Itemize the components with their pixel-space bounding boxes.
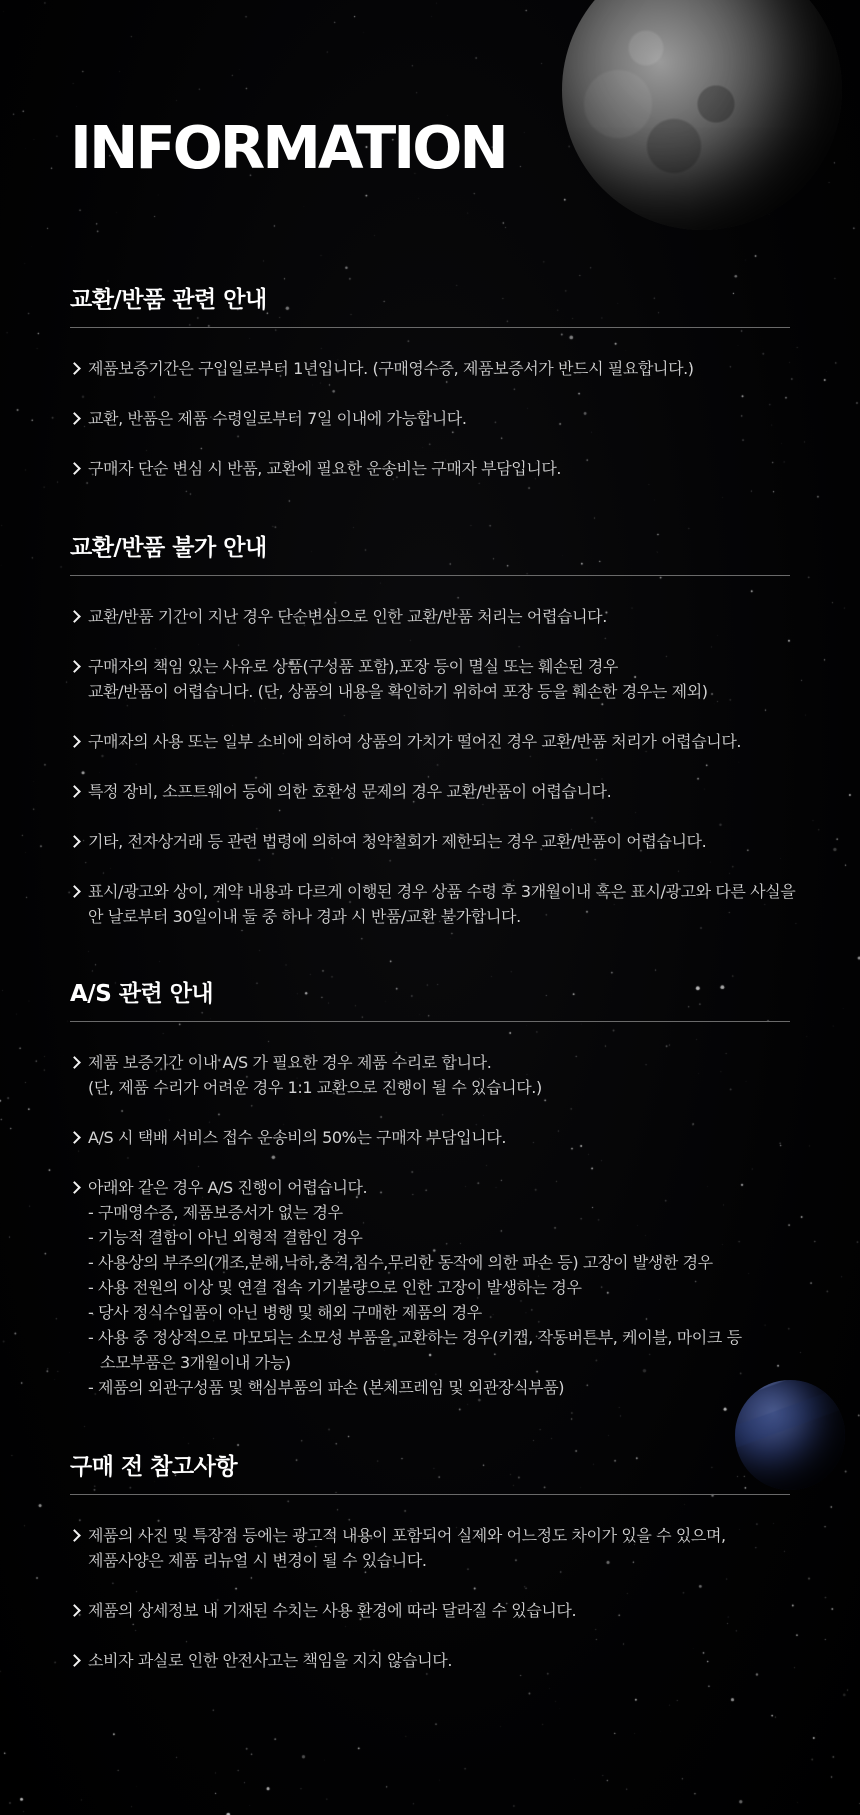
item-text: - 사용상의 부주의(개조,분해,낙하,충격,침수,무리한 동작에 의한 파손 등) 고장이 발생한 경우 <box>88 1253 713 1272</box>
item-text: 구매자의 사용 또는 일부 소비에 의하여 상품의 가치가 떨어진 경우 교환/반품 처리가 어렵습니다. <box>88 732 742 751</box>
item-text: (단, 제품 수리가 어려운 경우 1:1 교환으로 진행이 될 수 있습니다.) <box>88 1078 542 1097</box>
chevron-right-icon <box>68 885 81 898</box>
list-item <box>70 779 790 804</box>
item-text: 제품보증기간은 구입일로부터 1년입니다. (구매영수증, 제품보증서가 반드시 필요합니다.) <box>88 359 694 378</box>
chevron-right-icon <box>68 785 81 798</box>
item-list <box>70 604 796 929</box>
chevron-right-icon <box>68 835 81 848</box>
section-heading: 교환/반품 관련 안내 <box>70 287 267 313</box>
item-text: 안 날로부터 30일이내 둘 중 하나 경과 시 반품/교환 불가합니다. <box>88 907 521 926</box>
item-text: 기타, 전자상거래 등 관련 법령에 의하여 청약철회가 제한되는 경우 교환/반품이 어렵습니다. <box>88 832 707 851</box>
section-exchange-return <box>70 280 790 481</box>
chevron-right-icon <box>68 1529 81 1542</box>
list-item <box>70 1598 790 1623</box>
chevron-right-icon <box>68 610 81 623</box>
list-item <box>70 456 790 481</box>
list-item <box>70 1523 790 1573</box>
item-list <box>70 1050 790 1400</box>
list-item <box>70 1175 790 1400</box>
item-text: 소모부품은 3개월이내 가능) <box>100 1353 291 1372</box>
list-item <box>70 356 790 381</box>
item-text: 제품 보증기간 이내 A/S 가 필요한 경우 제품 수리로 합니다. <box>88 1053 492 1072</box>
section-heading: 교환/반품 불가 안내 <box>70 535 267 561</box>
item-text: A/S 시 택배 서비스 접수 운송비의 50%는 구매자 부담입니다. <box>88 1128 507 1147</box>
item-text: - 기능적 결함이 아닌 외형적 결함인 경우 <box>88 1228 363 1247</box>
item-list <box>70 356 790 481</box>
list-item <box>70 879 796 929</box>
chevron-right-icon <box>68 735 81 748</box>
chevron-right-icon <box>68 1604 81 1617</box>
section-divider <box>70 1021 790 1022</box>
item-text: 제품의 상세정보 내 기재된 수치는 사용 환경에 따라 달라질 수 있습니다. <box>88 1601 577 1620</box>
list-item <box>70 829 790 854</box>
item-text: 표시/광고와 상이, 계약 내용과 다르게 이행된 경우 상품 수령 후 3개월이내 혹은 표시/광고와 다른 사실을 <box>88 882 796 901</box>
chevron-right-icon <box>68 1056 81 1069</box>
section-heading: A/S 관련 안내 <box>70 981 214 1007</box>
item-text: - 제품의 외관구성품 및 핵심부품의 파손 (본체프레임 및 외관장식부품) <box>88 1378 565 1397</box>
item-text: 교환, 반품은 제품 수령일로부터 7일 이내에 가능합니다. <box>88 409 467 428</box>
section-exchange-unavailable <box>70 528 796 929</box>
chevron-right-icon <box>68 362 81 375</box>
item-text: 특정 장비, 소프트웨어 등에 의한 호환성 문제의 경우 교환/반품이 어렵습니다. <box>88 782 612 801</box>
chevron-right-icon <box>68 1654 81 1667</box>
item-text: 제품사양은 제품 리뉴얼 시 변경이 될 수 있습니다. <box>88 1551 427 1570</box>
item-text: - 당사 정식수입품이 아닌 병행 및 해외 구매한 제품의 경우 <box>88 1303 482 1322</box>
list-item <box>70 406 790 431</box>
section-divider <box>70 1494 790 1495</box>
item-text: - 사용 전원의 이상 및 연결 접속 기기불량으로 인한 고장이 발생하는 경우 <box>88 1278 582 1297</box>
section-divider <box>70 575 790 576</box>
section-divider <box>70 327 790 328</box>
item-text: 구매자 단순 변심 시 반품, 교환에 필요한 운송비는 구매자 부담입니다. <box>88 459 562 478</box>
item-text: 구매자의 책임 있는 사유로 상품(구성품 포함),포장 등이 멸실 또는 훼손된 경우 <box>88 657 618 676</box>
section-before-purchase <box>70 1447 790 1673</box>
chevron-right-icon <box>68 412 81 425</box>
item-list <box>70 1523 790 1673</box>
item-text: 교환/반품 기간이 지난 경우 단순변심으로 인한 교환/반품 처리는 어렵습니다. <box>88 607 607 626</box>
list-item <box>70 1648 790 1673</box>
chevron-right-icon <box>68 1131 81 1144</box>
item-text: 아래와 같은 경우 A/S 진행이 어렵습니다. <box>88 1178 368 1197</box>
chevron-right-icon <box>68 1181 81 1194</box>
list-item <box>70 654 790 704</box>
item-text: - 구매영수증, 제품보증서가 없는 경우 <box>88 1203 343 1222</box>
section-as-info <box>70 974 790 1400</box>
chevron-right-icon <box>68 660 81 673</box>
item-text: 소비자 과실로 인한 안전사고는 책임을 지지 않습니다. <box>88 1651 453 1670</box>
item-text: 교환/반품이 어렵습니다. (단, 상품의 내용을 확인하기 위하여 포장 등을 훼손한 경우는 제외) <box>88 682 708 701</box>
item-text: - 사용 중 정상적으로 마모되는 소모성 부품을 교환하는 경우(키캡, 작동버튼부, 케이블, 마이크 등 <box>88 1328 742 1347</box>
page-title: INFORMATION <box>70 113 506 182</box>
item-text: 제품의 사진 및 특장점 등에는 광고적 내용이 포함되어 실제와 어느정도 차이가 있을 수 있으며, <box>88 1526 726 1545</box>
list-item <box>70 729 790 754</box>
list-item <box>70 604 790 629</box>
list-item <box>70 1050 790 1100</box>
list-item <box>70 1125 790 1150</box>
chevron-right-icon <box>68 462 81 475</box>
section-heading: 구매 전 참고사항 <box>70 1454 238 1480</box>
